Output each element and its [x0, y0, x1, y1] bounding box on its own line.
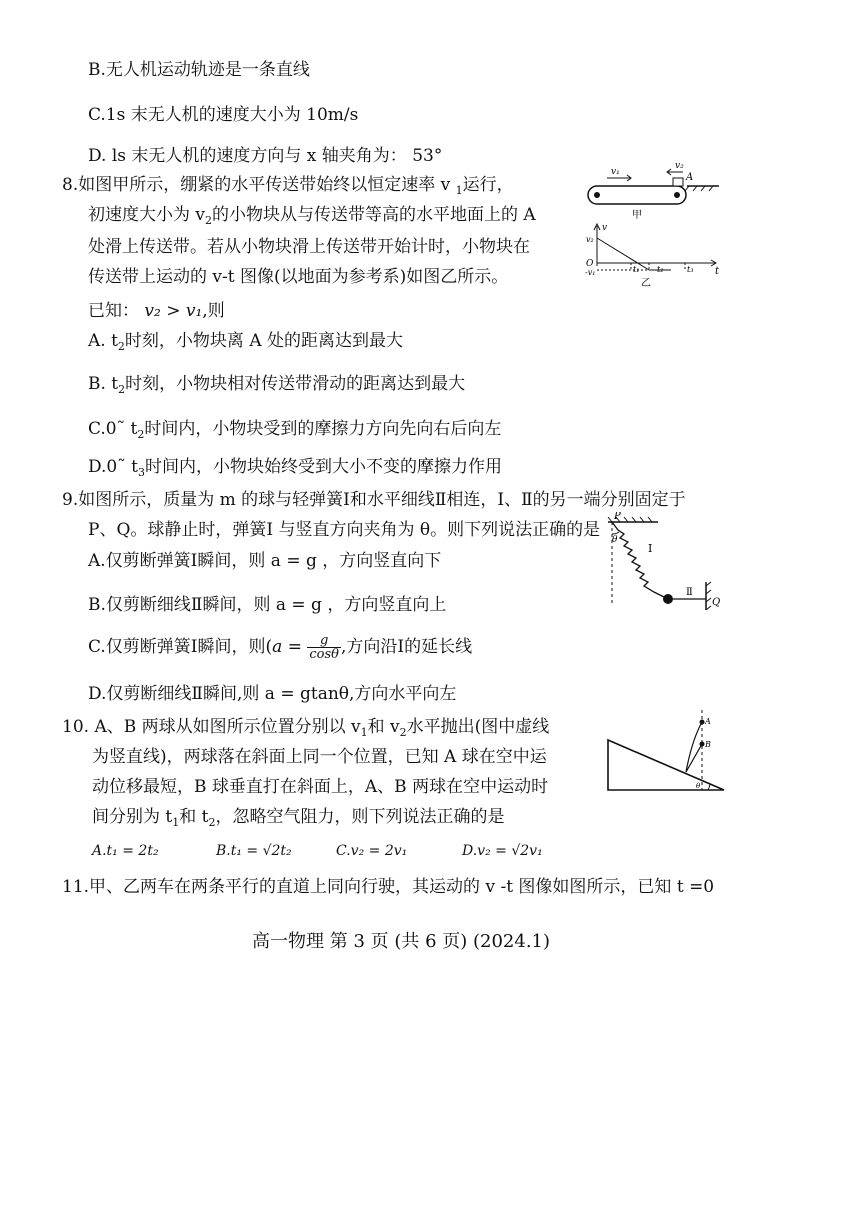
- q8-stem-line1: [62, 174, 514, 202]
- label-v1: v₁: [611, 167, 620, 177]
- q10-figure: [604, 702, 730, 796]
- conveyor-belt: [588, 169, 719, 204]
- q8-inequality: v₂ > v₁: [144, 301, 203, 321]
- origin-label: O: [586, 259, 594, 269]
- q7-option-c: C.1s 末无人机的速度大小为 10m/s: [88, 105, 359, 125]
- q11-stem-line1: 11.甲、乙两车在两条平行的直道上同向行驶，其运动的 v -t 图像如图所示，已知 t =0: [62, 877, 715, 897]
- q8-stem-text: 的小物块从与传送带等高的水平地面上的 A: [212, 205, 536, 225]
- label-b: B: [705, 740, 711, 749]
- label-a: A: [686, 172, 694, 183]
- q7-option-b: B.无人机运动轨迹是一条直线: [88, 60, 310, 80]
- option-text: A. t: [88, 331, 118, 351]
- q9-option-b: B.仅剪断细线Ⅱ瞬间，则 a = g ，方向竖直向上: [88, 595, 447, 615]
- numerator: g: [307, 634, 341, 648]
- vt-graph: [594, 224, 716, 270]
- q10-stem-line2: 为竖直线)，两球落在斜面上同一个位置，已知 A 球在空中运: [92, 747, 547, 767]
- q9-option-a: A.仅剪断弹簧Ⅰ瞬间，则 a = g ，方向竖直向下: [88, 551, 442, 571]
- q8-stem-text: ,则: [202, 301, 225, 321]
- q9-option-c: [88, 634, 472, 661]
- option-text: C.0˜ t: [88, 419, 138, 439]
- q10-option-a: A.t₁ = 2t₂: [92, 843, 159, 859]
- option-text: ,方向沿Ⅰ的延长线: [340, 637, 473, 657]
- q10-stem-line4: [92, 806, 505, 834]
- option-text: 时间内，小物块始终受到大小不变的摩擦力作用: [144, 457, 502, 477]
- q8-option-d: [88, 456, 502, 484]
- q8-stem-line2: [88, 204, 536, 232]
- subscript: 2: [117, 340, 125, 353]
- q10-stem-text: 10. A、B 两球从如图所示位置分别以 v: [62, 717, 361, 737]
- q9-figure: [598, 512, 728, 612]
- option-text: 时间内，小物块受到的摩擦力方向先向右后向左: [144, 419, 502, 439]
- q10-stem-text: 水平抛出(图中虚线: [406, 717, 550, 737]
- q7-option-d: D. ls 末无人机的速度方向与 x 轴夹角为： 53°: [88, 146, 443, 166]
- label-spring-i: Ⅰ: [648, 542, 653, 555]
- denominator: cosθ: [309, 647, 339, 662]
- page-footer: 高一物理 第 3 页 (共 6 页) (2024.1): [252, 931, 551, 952]
- label-theta: θ: [696, 782, 701, 790]
- q8-stem-text: 已知：: [88, 301, 139, 321]
- label-theta: θ: [612, 535, 618, 545]
- q8-option-a: [88, 330, 403, 358]
- axis-label-t: t: [715, 266, 720, 277]
- q10-stem-text: 和 v: [367, 717, 400, 737]
- label-v2: v₂: [675, 161, 684, 171]
- q8-option-c: [88, 418, 501, 446]
- option-text: B. t: [88, 374, 119, 394]
- option-text: 时刻，小物块相对传送带滑动的距离达到最大: [125, 374, 466, 394]
- q8-figure: [585, 158, 725, 288]
- q10-stem-text: 间分别为 t: [92, 807, 173, 827]
- q10-stem-text: 和 t: [179, 807, 209, 827]
- tick-t2: t₂: [657, 265, 664, 274]
- q10-stem-line1: [62, 716, 549, 744]
- subscript: 2: [205, 214, 213, 227]
- tick-t3: t₃: [687, 265, 694, 274]
- subscript: 2: [118, 383, 126, 396]
- tick-t1: t₁: [633, 265, 640, 274]
- subscript: 1: [172, 816, 180, 829]
- q10-stem-line3: 动位移最短，B 球垂直打在斜面上，A、B 两球在空中运动时: [92, 777, 549, 797]
- option-text: 时刻，小物块离 A 处的距离达到最大: [124, 331, 404, 351]
- q10-option-c: C.v₂ = 2v₁: [336, 843, 408, 859]
- q10-stem-text: ，忽略空气阻力，则下列说法正确的是: [215, 807, 505, 827]
- subscript: 3: [137, 466, 145, 479]
- q8-option-b: [88, 373, 465, 401]
- tick-neg-v1: -v₁: [585, 268, 596, 277]
- axis-label-v: v: [602, 223, 608, 233]
- q8-stem-text: 运行，: [462, 175, 514, 195]
- subscript: 2: [137, 428, 145, 441]
- option-text: D.0˜ t: [88, 457, 138, 477]
- q9-stem-line1: 9.如图所示，质量为 m 的球与轻弹簧Ⅰ和水平细线Ⅱ相连，Ⅰ、Ⅱ的另一端分别固定于: [62, 490, 686, 510]
- label-yi: 乙: [641, 278, 651, 288]
- q8-stem-text: 初速度大小为 v: [88, 205, 206, 225]
- math-a: a =: [272, 637, 302, 657]
- label-string-ii: Ⅱ: [686, 587, 693, 598]
- option-text: C.仅剪断弹簧Ⅰ瞬间，则(: [88, 637, 273, 657]
- q9-option-d: D.仅剪断细线Ⅱ瞬间,则 a = gtanθ,方向水平向左: [88, 684, 457, 704]
- label-p: P: [614, 512, 621, 522]
- q8-stem-line5: [88, 300, 225, 322]
- q8-stem-text: 8.如图甲所示，绷紧的水平传送带始终以恒定速率 v: [62, 175, 456, 195]
- q10-option-b: B.t₁ = √2t₂: [216, 843, 292, 859]
- tick-v2: v₂: [586, 235, 594, 244]
- q10-option-d: D.v₂ = √2v₁: [462, 843, 543, 859]
- subscript: 1: [360, 726, 368, 739]
- q8-stem-line4: 传送带上运动的 v-t 图像(以地面为参考系)如图乙所示。: [88, 267, 509, 287]
- label-jia: 甲: [632, 210, 642, 221]
- label-q: Q: [712, 597, 721, 608]
- fraction: [307, 634, 341, 661]
- subscript: 2: [399, 726, 407, 739]
- label-a: A: [705, 717, 711, 726]
- q8-stem-line3: 处滑上传送带。若从小物块滑上传送带开始计时，小物块在: [88, 237, 530, 257]
- subscript: 2: [208, 816, 216, 829]
- q9-stem-line2: P、Q。球静止时，弹簧Ⅰ 与竖直方向夹角为 θ。则下列说法正确的是: [88, 520, 601, 540]
- subscript: 1: [455, 184, 463, 197]
